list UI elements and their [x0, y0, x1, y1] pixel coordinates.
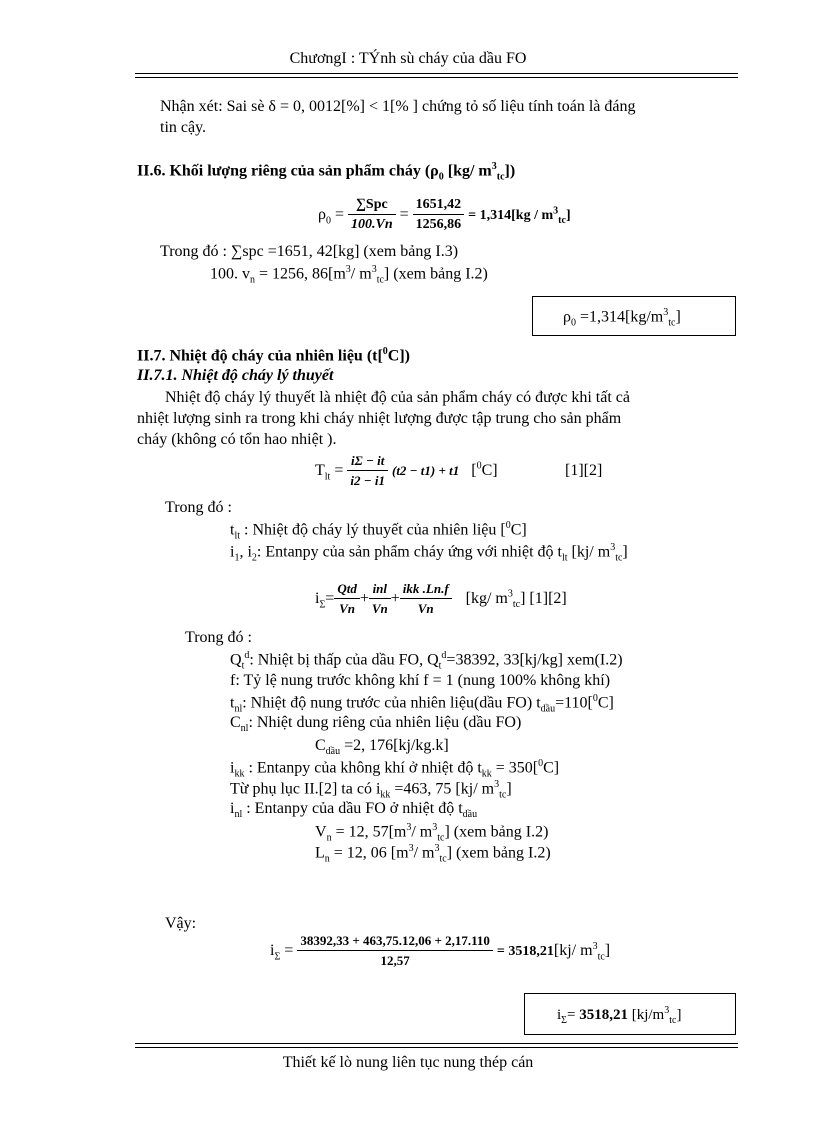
para-line-2: nhiệt lượng sinh ra trong khi cháy nhiệt lượng được tập trung cho sản phẩm: [137, 410, 622, 427]
tlt-fraction: $\frac{i\Sigma - it}{i2 - i1}$: [347, 452, 388, 491]
section-2-6-heading: II.6. Khối lượng riêng của sản phẩm cháy ($\rho_0$ [kg/ $m^3_{tc}$]): [137, 161, 516, 183]
where-tlt: $t_{lt}$ : Nhiệt độ cháy lý thuyết của nhiên liệu [$^0$C]: [230, 520, 527, 542]
footer-rule-2: [135, 1047, 738, 1048]
density-result-box: [532, 296, 736, 336]
section-2-7-1-heading: II.7.1. Nhiệt độ cháy lý thuyết: [137, 367, 334, 384]
isigma-result-box: [524, 993, 736, 1035]
footer-title: Thiết kế lò nung liên tục nung thép cán: [282, 1054, 534, 1071]
density-fraction-1: $\frac{\text{∑Spc}}{100.Vn}$: [348, 196, 396, 235]
isigma-final-fraction: $\frac{38392,33 + 463,75.12,06 + 2,17.110}{12,57}$: [297, 932, 493, 971]
isigma-formula: $i_\Sigma=$ $\frac{\text{Qtd}}{Vn}$ + $\frac{\text{inl}}{Vn}$ + $\frac{\text{ikk .Ln.f}}{Vn}$ [kg/ $m^3_{tc}$] [1][2]: [315, 580, 567, 619]
where-ln: $L_n = 12$, 06 [$m^3/$ $m^3_{tc}$] (xem bảng I.2): [315, 843, 551, 865]
where-cnl: $C_{nl}$: Nhiệt dung riêng của nhiên liệu (dầu FO): [230, 714, 522, 735]
page-footer: [0, 1054, 816, 1072]
isigma-box-text: $i_\Sigma= 3518,21$ $[kj/m^3_{tc}]$: [557, 1005, 682, 1026]
tlt-formula-ref: [1][2]: [565, 462, 603, 479]
header-rule-2: [135, 77, 738, 78]
tlt-formula: $T_{lt}$ = $\frac{i\Sigma - it}{i2 - i1}$ (t2 − t1) + t1 [$^0$C]: [315, 452, 498, 491]
where-cdau: $C_{dầu} =2$, 176[kj/kg.k]: [315, 737, 449, 758]
density-box-text: $\rho_0 =1,314[kg/m^3_{tc}]$: [563, 307, 681, 329]
density-formula: $\rho_0$ = $\frac{\text{∑Spc}}{100.Vn}$ = $\frac{1651,42}{1256,86}$ = $1,314[kg / m^3_{tc}]$: [318, 196, 571, 235]
where-label-1: Trong đó :: [165, 499, 232, 516]
where-ikk-value: Từ phụ lục II.[2] ta có $i_{kk} =463$, 75 [kj/ $m^3_{tc}$]: [230, 779, 512, 801]
where-label-2: Trong đó :: [185, 629, 252, 646]
para-line-3: cháy (không có tổn hao nhiệt ).: [137, 431, 337, 448]
remark-line-1: Nhận xét: Sai sè δ = 0, 0012[%] < 1[% ] chứng tỏ số liệu tính toán là đáng: [160, 98, 636, 115]
header-rule-1: [135, 73, 738, 74]
where-ikk: $i_{kk}$ : Entanpy của không khí ở nhiệt độ $t_{kk} = 350[^0C]$: [230, 758, 560, 780]
where-i1-i2: $i_1$, $i_2$: Entanpy của sản phẩm cháy ứng với nhiệt độ $t_{lt}$ [kj/ $m^3_{tc}$]: [230, 542, 628, 564]
remark-line-2: tin cậy.: [160, 119, 207, 136]
density-where-1: Trong đó : ∑spc =1651, 42[kg] (xem bảng I.3): [160, 243, 459, 260]
isigma-term-2: $\frac{\text{inl}}{Vn}$: [369, 580, 391, 619]
where-tnl: $t_{nl}$: Nhiệt độ nung trước của nhiên liệu(dầu FO) $t_{dầu}=110[^0C]$: [230, 693, 614, 715]
footer-rule-1: [135, 1043, 738, 1044]
isigma-term-1: $\frac{\text{Qtd}}{Vn}$: [334, 580, 360, 619]
page-header: [0, 50, 816, 68]
where-vn: $V_n = 12$, $57[m^3/$ $m^3_{tc}$] (xem bảng I.2): [315, 822, 549, 844]
therefore-label: Vậy:: [165, 915, 197, 932]
isigma-final-formula: $i_\Sigma$ = $\frac{38392,33 + 463,75.12,06 + 2,17.110}{12,57}$ = 3518,21[kj/ $m^3_{tc}$]: [270, 932, 610, 971]
para-line-1: Nhiệt độ cháy lý thuyết là nhiệt độ của sản phẩm cháy có được khi tất cả: [165, 389, 630, 406]
where-qtd: $Q_t^d$: Nhiệt bị thấp của dầu FO, $Q_t^d=38392$, 33[kj/kg] xem(I.2): [230, 650, 623, 672]
density-fraction-2: $\frac{1651,42}{1256,86}$: [413, 196, 465, 235]
isigma-term-3: $\frac{\text{ikk .Ln.f}}{Vn}$: [400, 580, 452, 619]
density-where-2: 100. $v_n = 1256$, $86[m^3/$ $m^3_{tc}$] (xem bảng I.2): [210, 264, 488, 286]
section-2-7-heading: II.7. Nhiệt độ cháy của nhiên liệu (t[$^0$C]): [137, 346, 411, 365]
density-result: = $1,314[kg / m^3_{tc}]$: [468, 205, 571, 226]
where-inl: $i_{nl}$ : Entanpy của dầu FO ở nhiệt độ $t_{dầu}$: [230, 800, 478, 821]
header-title: ChươngI : TÝnh sù cháy của dầu FO: [289, 50, 527, 67]
where-f: f: Tỷ lệ nung trước không khí f = 1 (nung 100% không khí): [230, 672, 611, 689]
